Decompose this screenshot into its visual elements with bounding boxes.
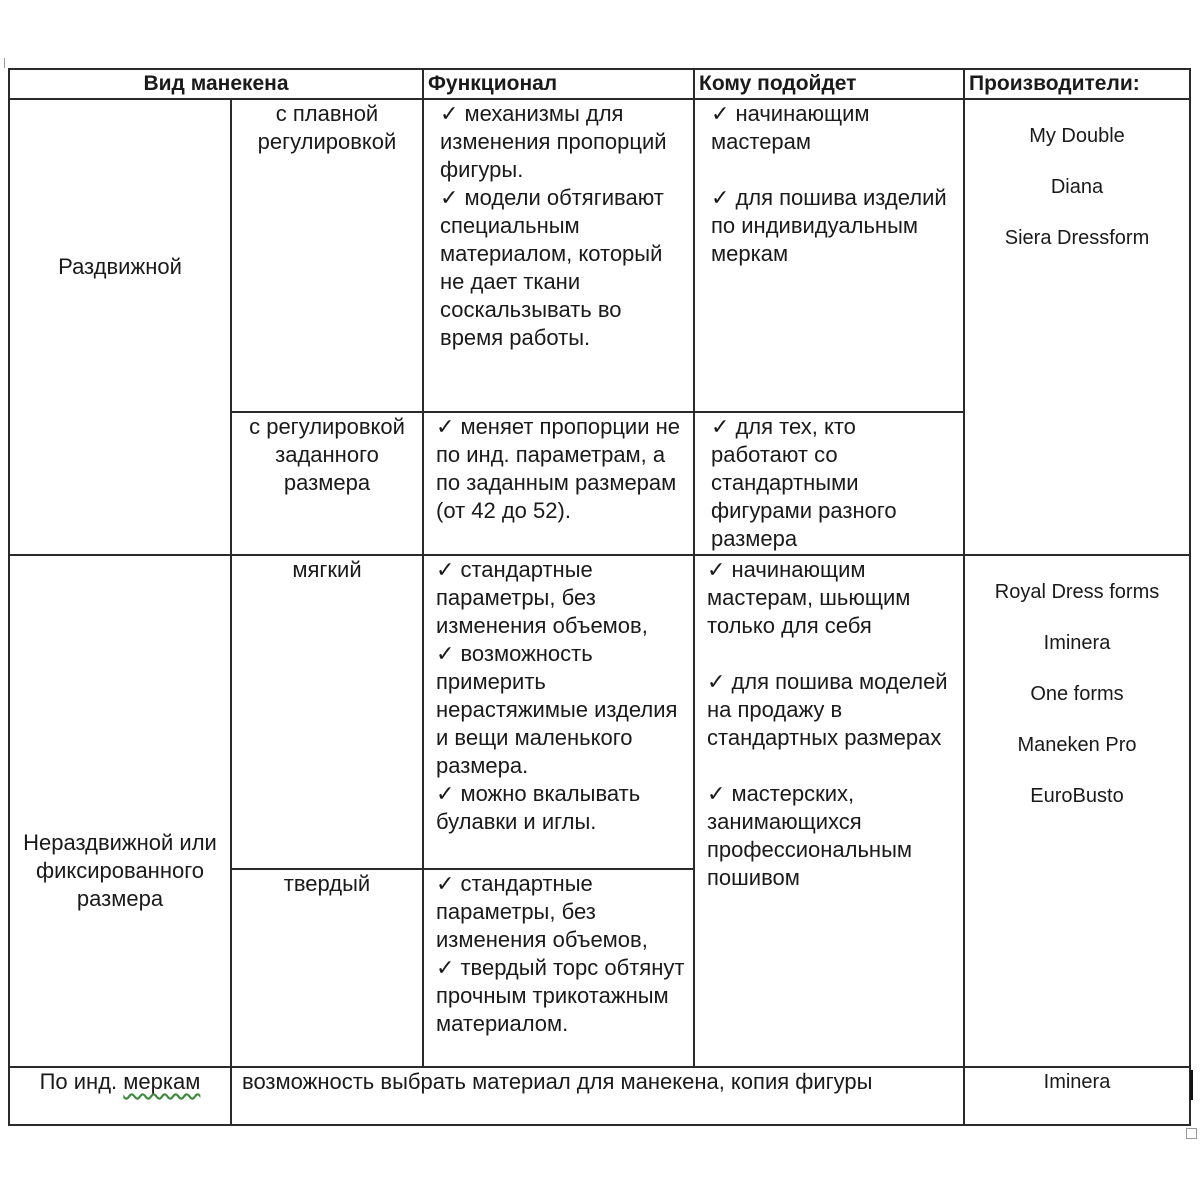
func-cell (423, 412, 694, 555)
table-row (9, 1067, 1190, 1125)
who-cell (694, 412, 964, 555)
maker-name: My Double (1029, 125, 1125, 148)
who-item: ✓ начинающим мастерам (711, 101, 870, 155)
func-item: ✓ механизмы для изменения пропорций фигуры. (440, 101, 667, 183)
text-cursor (1190, 1070, 1193, 1100)
func-cell (423, 869, 694, 1067)
who-item: ✓ для пошива изделий по индивидуальным меркам (711, 185, 947, 267)
checkmark-icon: ✓ (436, 870, 455, 896)
func-item: ✓ можно вкалывать булавки и иглы. (436, 781, 641, 835)
spellcheck-underline: меркам (123, 1068, 201, 1094)
header-manufacturers: Производители: (964, 69, 1190, 99)
checkmark-icon: ✓ (440, 101, 459, 127)
func-item: ✓ твердый торс обтянут прочным трикотажным материалом. (436, 954, 685, 1036)
maker-name: Siera Dressform (1004, 227, 1150, 250)
who-item: ✓ для пошива моделей на продажу в стандартных размерах (707, 669, 948, 751)
func-cell (423, 555, 694, 868)
frame-corner-mark (4, 58, 5, 68)
maker-name: Diana (1050, 176, 1104, 199)
checkmark-icon: ✓ (707, 669, 726, 695)
func-item: ✓ стандартные параметры, без изменения объемов, (436, 557, 648, 639)
makers-cell (964, 99, 1190, 555)
checkmark-icon: ✓ (707, 781, 726, 807)
checkmark-icon: ✓ (436, 641, 455, 667)
checkmark-icon: ✓ (440, 185, 459, 211)
who-item: ✓ мастерских, занимающихся профессиональным пошивом (707, 781, 913, 891)
maker-name: One forms (1030, 683, 1124, 706)
maker-name: Maneken Pro (1017, 734, 1137, 757)
func-cell (423, 99, 694, 412)
subtype-cell-fixed-size-adjust: с регулировкой заданного размера (231, 412, 423, 555)
checkmark-icon: ✓ (711, 101, 730, 127)
makers-cell (964, 555, 1190, 1066)
subtype-cell-soft: мягкий (231, 555, 423, 868)
header-suitable-for: Кому подойдет (694, 69, 964, 99)
maker-name: EuroBusto (1030, 785, 1124, 808)
checkmark-icon: ✓ (436, 414, 455, 440)
checkmark-icon: ✓ (436, 954, 455, 980)
maker-name: Royal Dress forms (994, 581, 1160, 604)
type-cell-fixed: Нераздвижной или фиксированного размера (9, 555, 231, 1066)
func-item: ✓ стандартные параметры, без изменения объемов, (436, 870, 648, 952)
func-item: ✓ меняет пропорции не по инд. параметрам, а по заданным размерам (от 42 до 52). (436, 414, 680, 524)
checkmark-icon: ✓ (436, 557, 455, 583)
func-item: ✓ возможность примерить нерастяжимые изделия и вещи маленького размера. (436, 641, 678, 779)
header-type: Вид манекена (9, 69, 423, 99)
header-functionality: Функционал (423, 69, 694, 99)
who-item: ✓ начинающим мастерам, шьющим только для себя (707, 557, 911, 639)
custom-description-cell: возможность выбрать материал для манекена, копия фигуры (231, 1067, 964, 1125)
who-item: ✓ для тех, кто работают со стандартными фигурами разного размера (711, 414, 897, 552)
checkmark-icon: ✓ (711, 414, 730, 440)
checkmark-icon: ✓ (711, 185, 730, 211)
type-cell-custom: По инд. меркам (9, 1067, 231, 1125)
who-cell (694, 99, 964, 412)
checkmark-icon: ✓ (707, 557, 726, 583)
resize-handle[interactable] (1186, 1128, 1197, 1139)
maker-name: Iminera (1043, 632, 1111, 655)
subtype-cell-hard: твердый (231, 869, 423, 1067)
who-cell (694, 555, 964, 1066)
mannequin-table (8, 68, 1191, 1126)
table-row (9, 555, 1190, 868)
header-row (9, 69, 1190, 99)
func-item: ✓ модели обтягивают специальным материалом, который не дает ткани соскальзывать во время работы. (440, 185, 664, 351)
subtype-cell-smooth: с плавной регулировкой (231, 99, 423, 412)
checkmark-icon: ✓ (436, 781, 455, 807)
table-row (9, 99, 1190, 412)
maker-name: Iminera (964, 1067, 1190, 1125)
type-cell-sliding: Раздвижной (9, 99, 231, 555)
